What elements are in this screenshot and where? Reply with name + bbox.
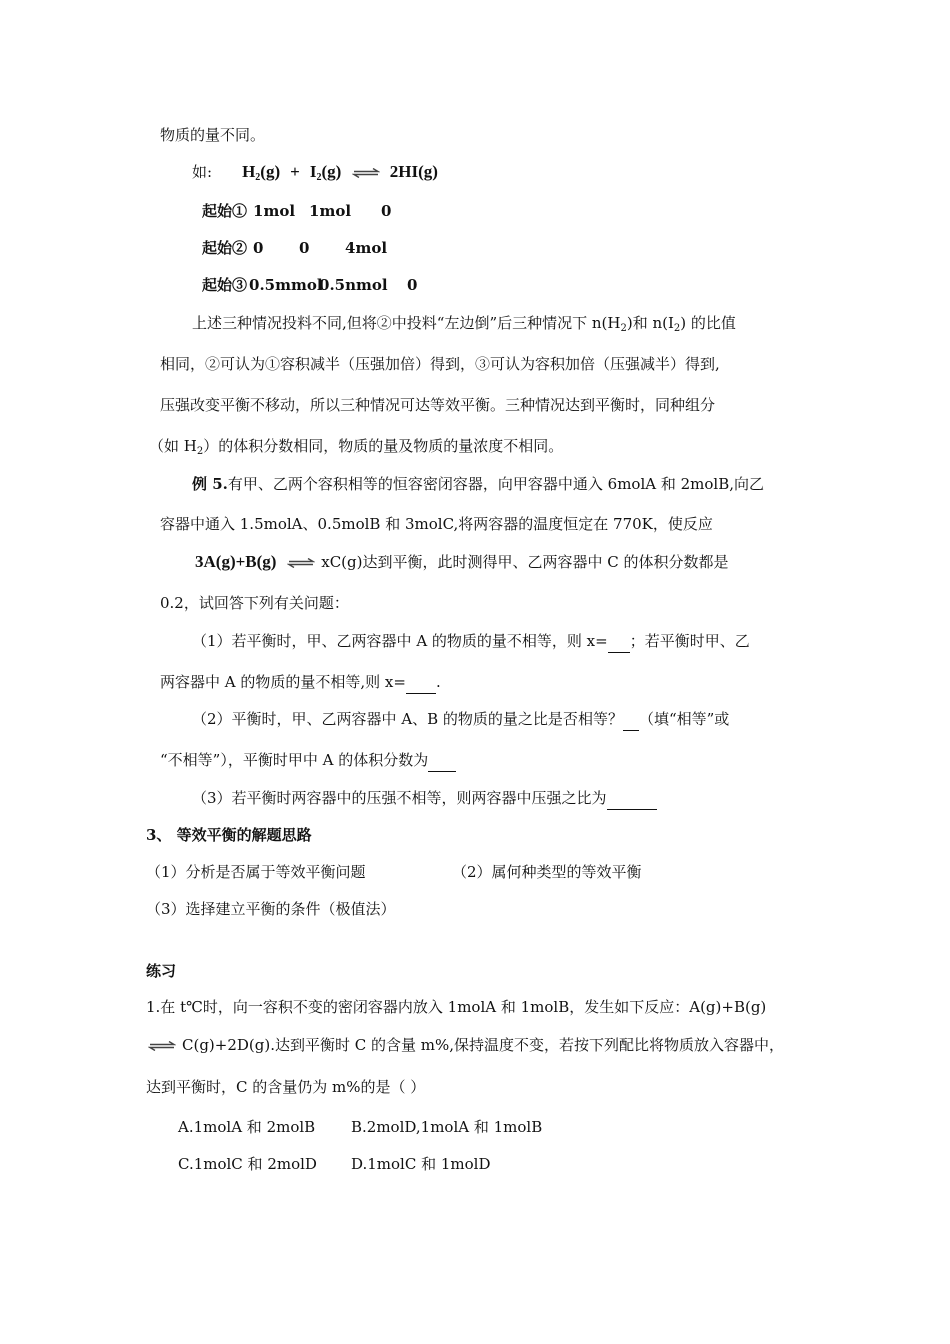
practice-q1-line-3: 达到平衡时，C 的含量仍为 m%的是（ ） [146,1078,426,1096]
section-3-item-3: （3）选择建立平衡的条件（极值法） [146,900,396,918]
answer-blank[interactable] [623,708,639,731]
subscript: 2 [673,323,681,334]
start-a: 0 [253,239,264,257]
option-d[interactable]: D.1molC 和 1molD [351,1155,491,1173]
answer-blank[interactable] [608,630,630,653]
equilibrium-arrow-icon [148,1041,176,1051]
subscript: 2 [620,323,627,334]
product: 2HI(g) [389,162,438,181]
answer-blank[interactable] [607,787,657,810]
reaction-left: 3A(g)+B(g) [195,552,277,571]
start-label: 起始③ [202,276,248,294]
question-text: （1）若平衡时，甲、乙两容器中 A 的物质的量不相等，则 x= [192,632,608,650]
start-row-2 [202,237,387,259]
question-text: 两容器中 A 的物质的量不相等,则 x= [160,673,406,691]
question-2-line-2 [160,749,456,772]
section-3-item-1: （1）分析是否属于等效平衡问题 [146,863,366,881]
explain-text: ）的体积分数相同，物质的量及物质的量浓度不相同。 [203,437,564,455]
option-c[interactable]: C.1molC 和 2molD [178,1155,317,1173]
question-3 [192,787,657,810]
question-text: （3）若平衡时两容器中的压强不相等，则两容器中压强之比为 [192,789,607,807]
explain-text: （如 H [149,437,197,455]
example5-line-3 [195,551,729,573]
example-label: 如: [192,163,213,181]
start-c: 0 [381,202,392,220]
explain-line-1 [192,312,736,334]
equilibrium-arrow-icon [352,168,380,178]
start-b: 0.5nmol [319,276,388,294]
explain-text: )和 n(I [626,314,674,332]
explain-text: ) 的比值 [680,314,736,332]
question-text: ；若平衡时甲、乙 [629,632,750,650]
start-b: 0 [299,239,310,257]
start-label: 起始① [202,202,248,220]
question-1-line-2 [160,671,441,694]
explain-text: 上述三种情况投料不同,但将②中投料“左边倒”后三种情况下 n(H [192,314,621,332]
answer-blank[interactable] [428,749,456,772]
example5-line-1 [192,473,764,495]
equation-hi [192,161,438,183]
i-subscript: 2 [316,172,322,183]
start-label: 起始② [202,239,248,257]
example5-text: xC(g)达到平衡，此时测得甲、乙两容器中 C 的体积分数都是 [321,553,729,571]
example5-line-4: 0.2，试回答下列有关问题： [160,594,349,612]
example5-label: 例 5. [192,475,228,493]
answer-blank[interactable] [406,671,436,694]
question-text: （2）平衡时，甲、乙两容器中 A、B 的物质的量之比是否相等？ [192,710,623,728]
start-b: 1mol [309,202,352,220]
section-3-item-2: （2）属何种类型的等效平衡 [452,863,642,881]
start-row-3 [202,274,417,296]
option-b[interactable]: B.2molD,1molA 和 1molB [351,1118,543,1136]
i-symbol: I [309,162,317,181]
start-c: 4mol [345,239,388,257]
question-text: “不相等”），平衡时甲中 A 的体积分数为 [160,751,429,769]
h-subscript: 2 [255,172,261,183]
start-c: 0 [407,276,418,294]
practice-q1-line-1: 1.在 t℃时，向一容积不变的密闭容器内放入 1molA 和 1molB，发生如下反应：A(g)+B(g) [146,998,767,1016]
subscript: 2 [196,446,204,457]
example5-line-2: 容器中通入 1.5molA、0.5molB 和 3molC,将两容器的温度恒定在 770K，使反应 [160,515,713,533]
start-row-1 [202,200,391,222]
question-1-line-1 [192,630,750,653]
section-3-title: 3、 等效平衡的解题思路 [146,826,312,844]
equilibrium-arrow-icon [287,558,315,568]
practice-title: 练习 [146,962,177,980]
practice-q1-line-2 [146,1034,784,1056]
i-state: (g) [321,162,342,181]
explain-line-2: 相同，②可认为①容积减半（压强加倍）得到，③可认为容积加倍（压强减半）得到, [160,355,720,373]
question-text: . [435,673,441,691]
start-a: 1mol [253,202,296,220]
option-a[interactable]: A.1molA 和 2molB [178,1118,316,1136]
explain-line-4 [149,435,563,457]
start-a: 0.5mmol [249,276,323,294]
h-symbol: H [242,162,256,181]
intro-line: 物质的量不同。 [160,126,266,144]
plus-sign: + [290,162,300,181]
question-2-line-1 [192,708,729,731]
h-state: (g) [260,162,281,181]
explain-line-3: 压强改变平衡不移动，所以三种情况可达等效平衡。三种情况达到平衡时，同种组分 [160,396,716,414]
question-text: （填“相等”或 [638,710,730,728]
example5-text: 有甲、乙两个容积相等的恒容密闭容器，向甲容器中通入 6molA 和 2molB,向乙 [227,475,765,493]
question-text: C(g)+2D(g).达到平衡时 C 的含量 m%,保持温度不变，若按下列配比将物质放入容器中， [182,1036,785,1054]
